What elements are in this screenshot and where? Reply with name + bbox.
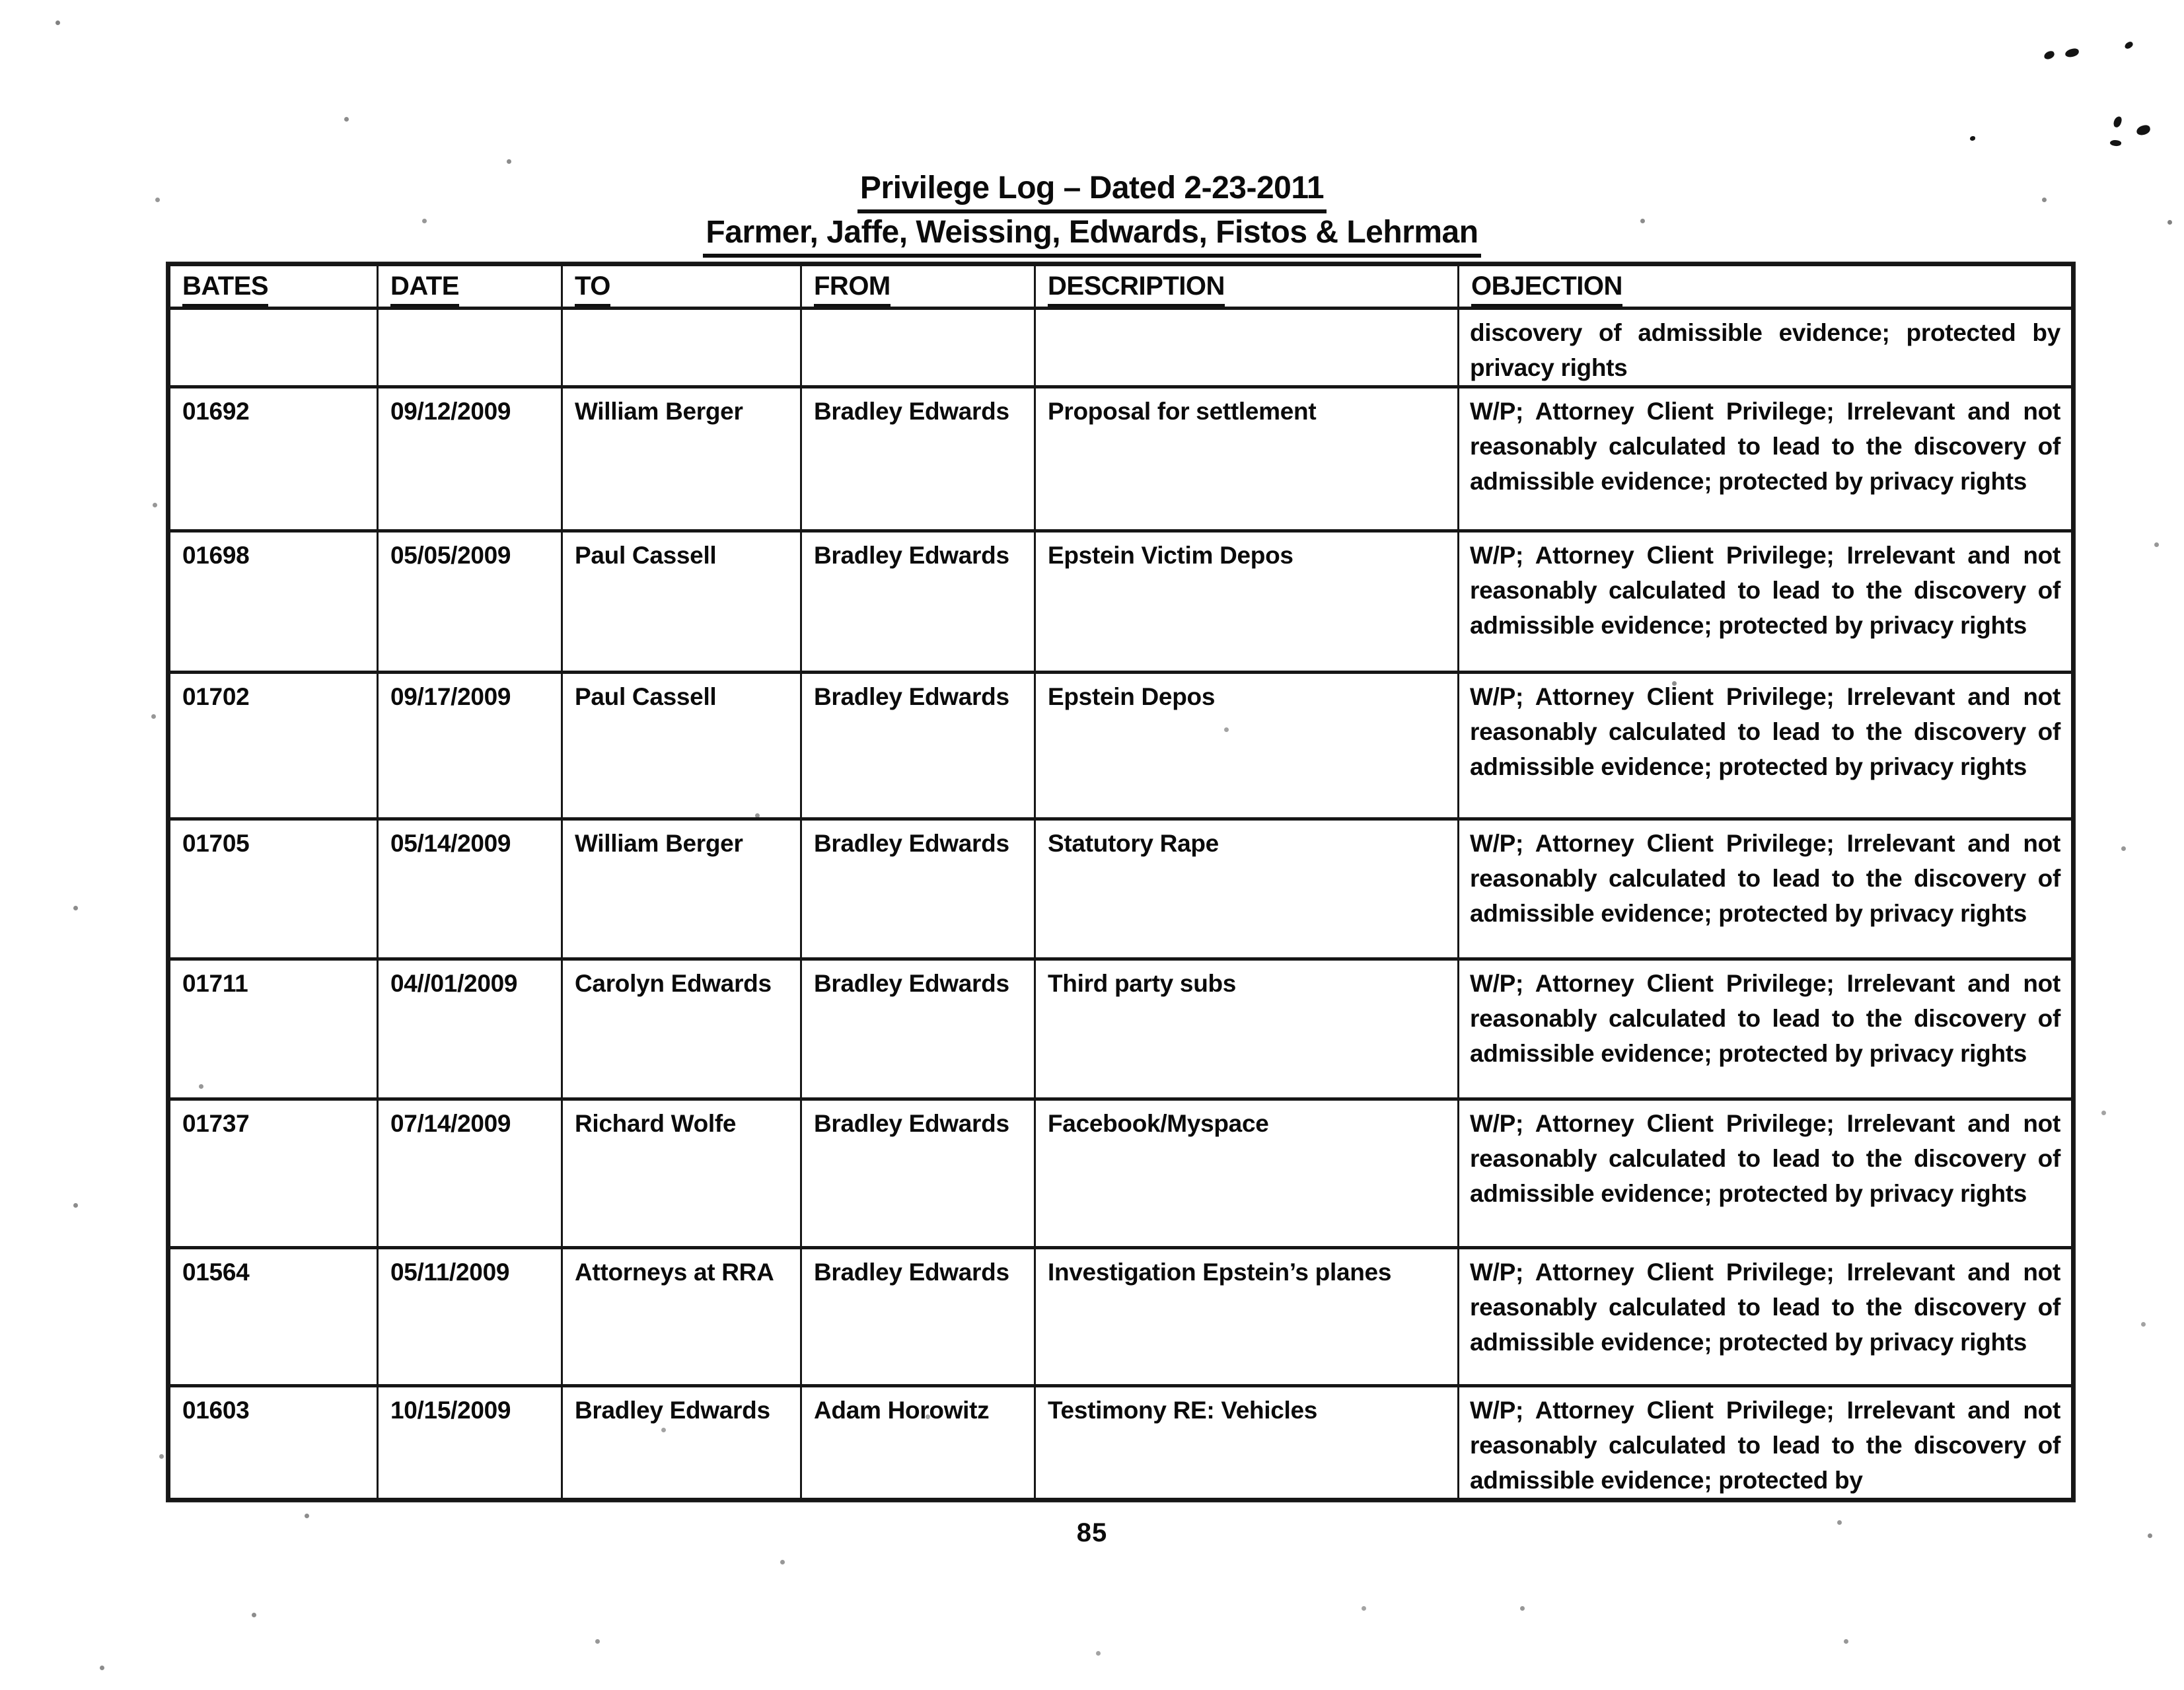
scan-mark xyxy=(2109,139,2121,147)
bates-cell: 01711 xyxy=(169,959,378,1099)
scan-mark xyxy=(2124,41,2134,50)
from-cell: Bradley Edwards xyxy=(801,1248,1035,1386)
document-title xyxy=(0,169,2184,213)
to-cell: Bradley Edwards xyxy=(562,1386,801,1500)
date-cell: 04//01/2009 xyxy=(378,959,562,1099)
column-header-label: FROM xyxy=(814,272,891,307)
objection-cell: W/P; Attorney Client Privilege; Irrelevant and not reasonably calculated to lead to the discovery of admissible evidence; protected by privacy rights xyxy=(1459,959,2073,1099)
to-cell: Paul Cassell xyxy=(562,531,801,673)
to-cell: William Berger xyxy=(562,819,801,959)
to-cell: Paul Cassell xyxy=(562,673,801,819)
scan-mark xyxy=(1970,136,1975,141)
from-cell: Adam Horowitz xyxy=(801,1386,1035,1500)
bates-cell: 01705 xyxy=(169,819,378,959)
privilege-log-table xyxy=(167,263,2074,1501)
objection-cell: W/P; Attorney Client Privilege; Irrelevant and not reasonably calculated to lead to the discovery of admissible evidence; protected by privacy rights xyxy=(1459,819,2073,959)
table-row xyxy=(169,1099,2073,1248)
table-row xyxy=(169,531,2073,673)
bates-cell xyxy=(169,309,378,387)
bates-cell: 01737 xyxy=(169,1099,378,1248)
date-cell: 09/17/2009 xyxy=(378,673,562,819)
scan-mark xyxy=(2043,50,2056,60)
from-cell: Bradley Edwards xyxy=(801,819,1035,959)
description-cell xyxy=(1035,309,1459,387)
bates-cell: 01692 xyxy=(169,387,378,531)
date-cell xyxy=(378,309,562,387)
column-header-description xyxy=(1035,265,1459,309)
to-cell: William Berger xyxy=(562,387,801,531)
bates-cell: 01564 xyxy=(169,1248,378,1386)
bates-cell: 01698 xyxy=(169,531,378,673)
objection-cell: W/P; Attorney Client Privilege; Irrelevant and not reasonably calculated to lead to the discovery of admissible evidence; protected by privacy rights xyxy=(1459,387,2073,531)
column-header-label: TO xyxy=(575,272,610,307)
objection-cell: W/P; Attorney Client Privilege; Irrelevant and not reasonably calculated to lead to the discovery of admissible evidence; protected by xyxy=(1459,1386,2073,1500)
column-header-label: BATES xyxy=(182,272,268,307)
to-cell: Richard Wolfe xyxy=(562,1099,801,1248)
scan-mark xyxy=(2113,116,2123,128)
firm-name-text: Farmer, Jaffe, Weissing, Edwards, Fistos & Lehrman xyxy=(703,213,1480,258)
date-cell: 05/11/2009 xyxy=(378,1248,562,1386)
from-cell: Bradley Edwards xyxy=(801,387,1035,531)
from-cell xyxy=(801,309,1035,387)
date-cell: 07/14/2009 xyxy=(378,1099,562,1248)
bates-cell: 01603 xyxy=(169,1386,378,1500)
from-cell: Bradley Edwards xyxy=(801,531,1035,673)
description-cell: Epstein Depos xyxy=(1035,673,1459,819)
objection-cell: W/P; Attorney Client Privilege; Irrelevant and not reasonably calculated to lead to the discovery of admissible evidence; protected by privacy rights xyxy=(1459,673,2073,819)
scan-mark xyxy=(2064,48,2080,57)
column-header-date xyxy=(378,265,562,309)
from-cell: Bradley Edwards xyxy=(801,673,1035,819)
description-cell: Statutory Rape xyxy=(1035,819,1459,959)
description-cell: Proposal for settlement xyxy=(1035,387,1459,531)
column-header-objection xyxy=(1459,265,2073,309)
table-row xyxy=(169,309,2073,387)
objection-cell: discovery of admissible evidence; protected by privacy rights xyxy=(1459,309,2073,387)
table-row xyxy=(169,1386,2073,1500)
date-cell: 05/14/2009 xyxy=(378,819,562,959)
scan-mark xyxy=(2136,124,2151,136)
description-cell: Epstein Victim Depos xyxy=(1035,531,1459,673)
description-cell: Investigation Epstein’s planes xyxy=(1035,1248,1459,1386)
date-cell: 05/05/2009 xyxy=(378,531,562,673)
table-row xyxy=(169,819,2073,959)
bates-cell: 01702 xyxy=(169,673,378,819)
table-row xyxy=(169,1248,2073,1386)
to-cell: Carolyn Edwards xyxy=(562,959,801,1099)
column-header-label: OBJECTION xyxy=(1471,272,1622,307)
table-row xyxy=(169,387,2073,531)
date-cell: 10/15/2009 xyxy=(378,1386,562,1500)
column-header-label: DESCRIPTION xyxy=(1048,272,1225,307)
objection-cell: W/P; Attorney Client Privilege; Irrelevant and not reasonably calculated to lead to the discovery of admissible evidence; protected by privacy rights xyxy=(1459,531,2073,673)
description-cell: Testimony RE: Vehicles xyxy=(1035,1386,1459,1500)
table-row xyxy=(169,959,2073,1099)
objection-cell: W/P; Attorney Client Privilege; Irrelevant and not reasonably calculated to lead to the discovery of admissible evidence; protected by privacy rights xyxy=(1459,1248,2073,1386)
column-header-bates xyxy=(169,265,378,309)
description-cell: Facebook/Myspace xyxy=(1035,1099,1459,1248)
column-header-label: DATE xyxy=(390,272,459,307)
to-cell: Attorneys at RRA xyxy=(562,1248,801,1386)
column-header-to xyxy=(562,265,801,309)
scan-noise xyxy=(0,0,3,3)
header-row xyxy=(169,265,2073,309)
to-cell xyxy=(562,309,801,387)
firm-name xyxy=(0,213,2184,258)
from-cell: Bradley Edwards xyxy=(801,959,1035,1099)
page-number: 85 xyxy=(1076,1518,1108,1547)
document-header xyxy=(0,169,2184,258)
from-cell: Bradley Edwards xyxy=(801,1099,1035,1248)
document-title-text: Privilege Log – Dated 2-23-2011 xyxy=(857,169,1327,213)
date-cell: 09/12/2009 xyxy=(378,387,562,531)
objection-cell: W/P; Attorney Client Privilege; Irrelevant and not reasonably calculated to lead to the discovery of admissible evidence; protected by privacy rights xyxy=(1459,1099,2073,1248)
description-cell: Third party subs xyxy=(1035,959,1459,1099)
table-row xyxy=(169,673,2073,819)
column-header-from xyxy=(801,265,1035,309)
